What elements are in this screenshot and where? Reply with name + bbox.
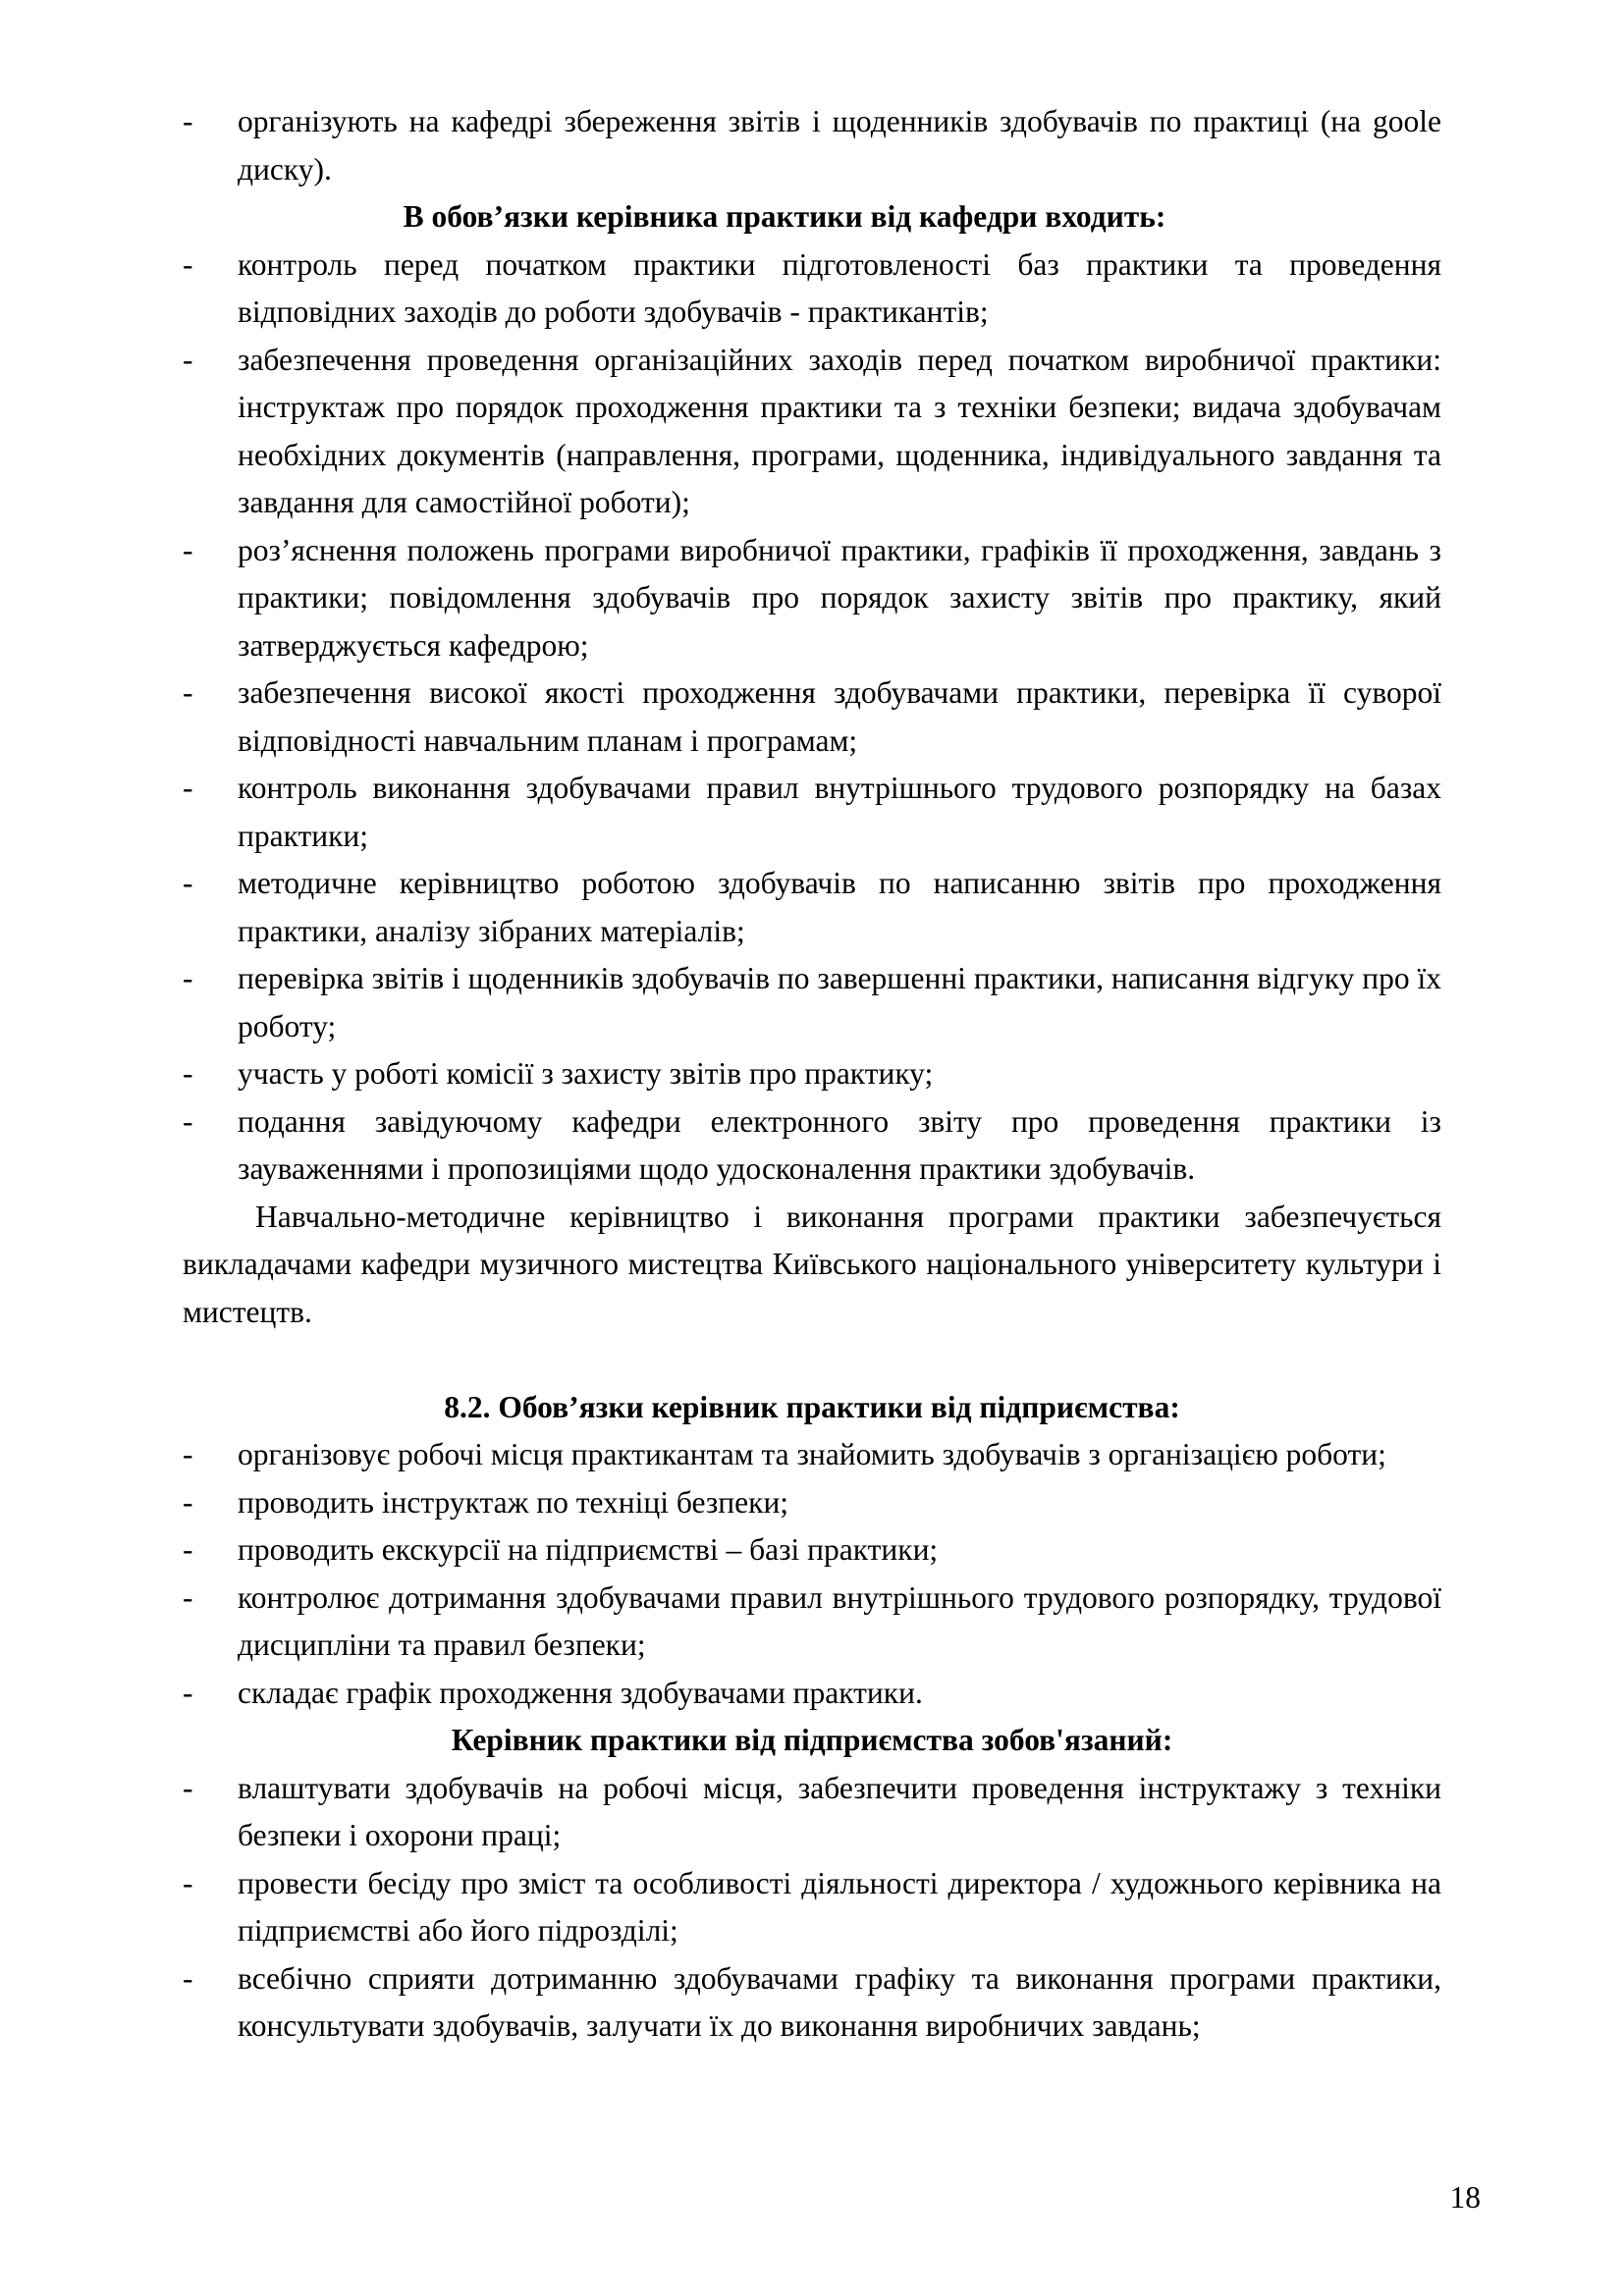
bullet-dash-marker: - <box>183 1056 193 1091</box>
list-item <box>183 1098 1441 1194</box>
bullet-dash-marker: - <box>183 961 193 995</box>
bullet-dash-marker: - <box>183 771 193 805</box>
list-item <box>183 1050 1441 1098</box>
bullet-dash-marker: - <box>183 1484 193 1520</box>
bullet-dash-marker: - <box>183 1437 193 1471</box>
list-item-text: роз’яснення положень програми виробничої практики, графіків її проходження, завдань з практики; повідомлення здобувачів про порядок захисту звітів про практику, який затверджується кафедрою; <box>238 532 1441 663</box>
list-item-text: всебічно сприяти дотриманню здобувачами графіку та виконання програми практики, консультувати здобувачів, залучати їх до виконання виробничих завдань; <box>238 1960 1441 2043</box>
list-item-text: забезпечення проведення організаційних заходів перед початком виробничої практики: інструктаж про порядок проходження практики та з техніки безпеки; видача здобувачам необхідних документів (направлення, програми, щоденника, індивідуального завдання та завдання для самостійної роботи); <box>238 342 1441 519</box>
list-item <box>183 1575 1441 1670</box>
bullet-dash-marker: - <box>183 866 193 900</box>
list-item-text: провести бесіду про зміст та особливості діяльності директора / художнього керівника на підприємстві або його підрозділі; <box>238 1865 1441 1948</box>
bullet-dash-marker: - <box>183 1770 193 1805</box>
list-item-text: забезпечення високої якості проходження здобувачами практики, перевірка її суворої відповідності навчальним планам і програмам; <box>238 675 1441 758</box>
list-item <box>183 1526 1441 1575</box>
list-item <box>183 1860 1441 1955</box>
vertical-spacer <box>183 1336 1441 1384</box>
list-item-text: подання завідуючому кафедри електронного звіту про проведення практики із зауваженнями і пропозиціями щодо удосконалення практики здобувачів. <box>238 1103 1441 1186</box>
list-item-text: складає графік проходження здобувачами практики. <box>238 1675 923 1710</box>
section-subheading: 8.2. Обов’язки керівник практики від підприємства: <box>444 1389 1180 1424</box>
list-item <box>183 1431 1441 1479</box>
list-item-text: контроль перед початком практики підготовленості баз практики та проведення відповідних заходів до роботи здобувачів - практикантів; <box>238 246 1441 329</box>
list-item <box>183 765 1441 860</box>
list-item <box>183 860 1441 955</box>
body-paragraph: Навчально-методичне керівництво і виконання програми практики забезпечується викладачами кафедри музичного мистецтва Київського національного університету культури і мистецтв. <box>183 1199 1441 1329</box>
bullet-dash-marker: - <box>183 675 193 710</box>
list-item <box>183 337 1441 527</box>
list-item-text: методичне керівництво роботою здобувачів по написанню звітів про проходження практики, аналізу зібраних матеріалів; <box>238 866 1441 948</box>
list-item-text: влаштувати здобувачів на робочі місця, забезпечити проведення інструктажу з техніки безпеки і охорони праці; <box>238 1770 1441 1852</box>
list-item <box>183 1765 1441 1860</box>
list-item-text: проводить інструктаж по техніці безпеки; <box>238 1484 789 1520</box>
list-item-text: проводить екскурсії на підприємстві – базі практики; <box>238 1532 939 1567</box>
bullet-dash-marker: - <box>183 104 193 138</box>
list-item <box>183 1955 1441 2051</box>
list-item-text: перевірка звітів і щоденників здобувачів по завершенні практики, написання відгуку про їх роботу; <box>238 961 1441 1043</box>
bullet-dash-marker: - <box>183 532 193 567</box>
list-item <box>183 669 1441 765</box>
bullet-dash-marker: - <box>183 1960 193 1996</box>
list-item-text: участь у роботі комісії з захисту звітів про практику; <box>238 1056 934 1091</box>
list-item-text: організують на кафедрі збереження звітів і щоденників здобувачів по практиці (на goole диску). <box>238 104 1441 187</box>
page-content <box>183 98 1441 2051</box>
list-item <box>183 241 1441 337</box>
bullet-dash-marker: - <box>183 1675 193 1710</box>
section-subheading: В обов’язки керівника практики від кафедри входить: <box>403 199 1166 234</box>
list-item-text: організовує робочі місця практикантам та знайомить здобувачів з організацією роботи; <box>238 1437 1386 1471</box>
list-item <box>183 1479 1441 1527</box>
list-item-text: контролює дотримання здобувачами правил внутрішнього трудового розпорядку, трудової дисципліни та правил безпеки; <box>238 1579 1441 1662</box>
bullet-dash-marker: - <box>183 342 193 377</box>
section-subheading: Керівник практики від підприємства зобов'язаний: <box>451 1723 1173 1757</box>
list-item-text: контроль виконання здобувачами правил внутрішнього трудового розпорядку на базах практики; <box>238 771 1441 853</box>
bullet-dash-marker: - <box>183 1103 193 1139</box>
list-item <box>183 1670 1441 1718</box>
bullet-dash-marker: - <box>183 246 193 282</box>
bullet-dash-marker: - <box>183 1865 193 1900</box>
list-item <box>183 98 1441 193</box>
bullet-dash-marker: - <box>183 1532 193 1567</box>
page-number: 18 <box>1449 2180 1481 2215</box>
list-item <box>183 527 1441 670</box>
bullet-dash-marker: - <box>183 1579 193 1615</box>
list-item <box>183 955 1441 1050</box>
